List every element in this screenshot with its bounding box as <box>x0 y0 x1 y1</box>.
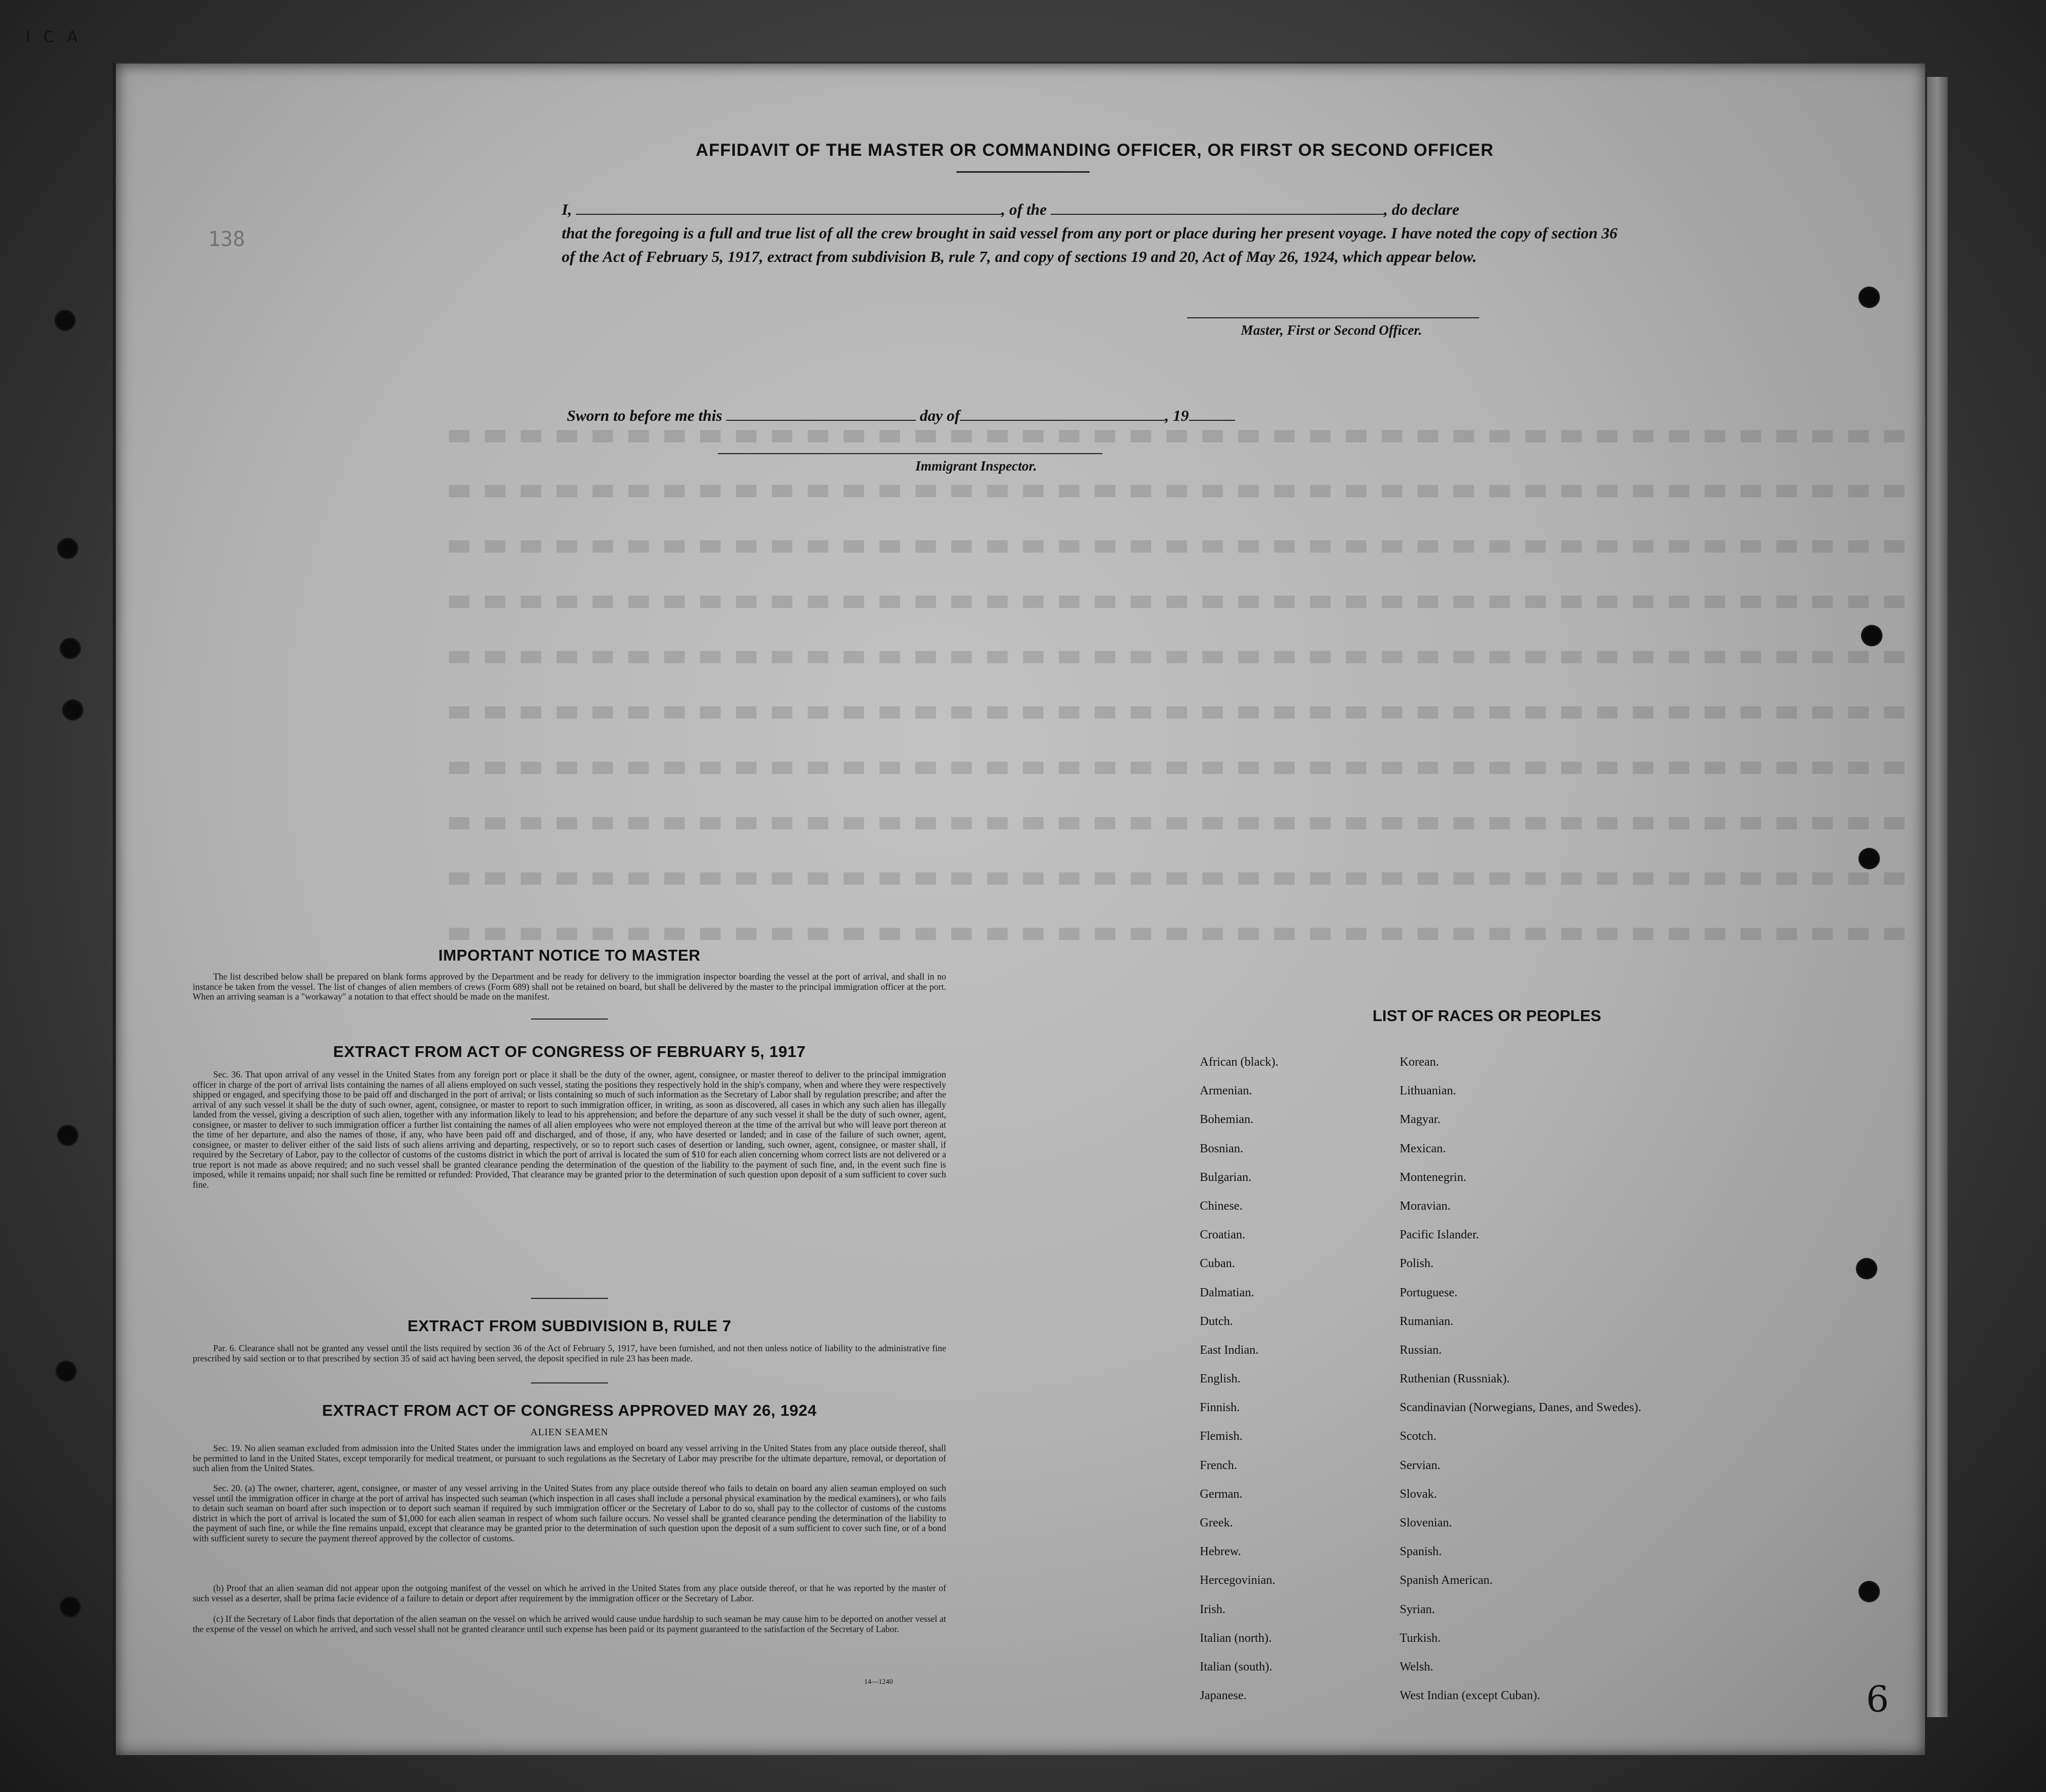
affidavit-title: AFFIDAVIT OF THE MASTER OR COMMANDING OFFICER, OR FIRST OR SECOND OFFICER <box>695 140 1494 160</box>
sworn-month-field[interactable] <box>960 404 1165 421</box>
race-item: Slovenian. <box>1400 1516 1452 1530</box>
master-caption: Master, First or Second Officer. <box>1241 322 1422 338</box>
sworn-date-field[interactable] <box>726 404 916 421</box>
sec-20-text: Sec. 20. (a) The owner, charterer, agent, consignee, or master of any vessel arriving in the United States from any place outside thereof who fails to detain on board any alien seaman employed on such vessel until the immigration officer in charge at the port of arrival has inspected such seaman (which inspection in all cases shall include a personal physical examination by the medical examiners), or who fails to detain such seaman on board after such inspection or to deport such seaman if required by such immigration officer or the Secretary of Labor to do so, shall pay to the collector of customs of the customs district in which the port of arrival is located the sum of $1,000 for each alien seaman in respect of whom such failure occurs. No vessel shall be granted clearance pending the determination of the liability to the payment of such fine, or while the fine remains unpaid, except that clearance may be granted prior to the determination of such question upon the deposit of a sum sufficient to cover such fine, or of a bond with sufficient surety to secure the payment thereof approved by the collector of customs. <box>193 1483 946 1543</box>
master-signature-line[interactable] <box>1187 317 1479 318</box>
notice-rule <box>531 1019 608 1020</box>
rule-7-rule <box>531 1382 608 1383</box>
race-item: Turkish. <box>1400 1631 1441 1645</box>
manifest-page <box>113 62 1925 1755</box>
race-item: Spanish. <box>1400 1545 1442 1559</box>
race-item: Scotch. <box>1400 1430 1437 1443</box>
extract-1917-title: EXTRACT FROM ACT OF CONGRESS OF FEBRUARY 5, 1917 <box>333 1043 806 1061</box>
race-item: Mexican. <box>1400 1142 1446 1155</box>
sworn-day: day of <box>919 406 960 424</box>
race-item: West Indian (except Cuban). <box>1400 1689 1540 1703</box>
race-item: Welsh. <box>1400 1660 1434 1674</box>
race-item: East Indian. <box>1200 1343 1259 1357</box>
binder-hole <box>55 1360 77 1382</box>
race-item: Slovak. <box>1400 1487 1437 1501</box>
race-item: Dutch. <box>1200 1314 1233 1328</box>
master-name-field[interactable] <box>576 198 1001 215</box>
sec-20c-text: (c) If the Secretary of Labor finds that deportation of the alien seaman on the vessel on which he arrived would cause undue hardship to such seaman he may cause him to be deported on another vessel at the expense of the vessel on which he arrived, and such vessel shall not be granted clearance until such expense has been paid or its payment guaranteed to the satisfaction of the Secretary of Labor. <box>193 1614 946 1634</box>
race-item: Bulgarian. <box>1200 1170 1252 1184</box>
race-item: Scandinavian (Norwegians, Danes, and Swedes). <box>1400 1401 1642 1415</box>
binder-hole <box>1858 1581 1880 1602</box>
binder-hole <box>1858 848 1880 869</box>
race-item: Polish. <box>1400 1257 1434 1271</box>
binder-hole <box>59 1596 81 1618</box>
races-left-column <box>1200 1055 1369 1718</box>
race-item: Spanish American. <box>1400 1574 1493 1587</box>
races-right-column <box>1400 1055 1646 1718</box>
race-item: Syrian. <box>1400 1602 1435 1616</box>
race-item: Servian. <box>1400 1458 1441 1472</box>
race-item: Lithuanian. <box>1400 1084 1456 1098</box>
sworn-year: , 19 <box>1165 406 1189 424</box>
binder-hole <box>1858 287 1880 308</box>
race-item: German. <box>1200 1487 1243 1501</box>
inspector-signature-line[interactable] <box>718 453 1102 454</box>
sworn-year-field[interactable] <box>1189 404 1235 421</box>
affidavit-title-rule <box>956 171 1090 173</box>
stamp-number: 138 <box>208 228 245 251</box>
race-item: Greek. <box>1200 1516 1233 1530</box>
binder-hole <box>59 638 81 659</box>
race-item: Magyar. <box>1400 1113 1441 1127</box>
binder-hole <box>1861 625 1883 646</box>
notice-text: The list described below shall be prepared on blank forms approved by the Department and be ready for delivery to the immigration inspector boarding the vessel at the port of arrival, and shall in no instance be taken from the vessel. The list of changes of alien members of crews (Form 689) shall not be retained on board, but shall be delivered by the master to the principal immigration officer at the port. When an arriving seaman is a "workaway" a notation to that effect should be made on the manifest. <box>193 971 946 1002</box>
inspector-caption: Immigrant Inspector. <box>915 458 1037 474</box>
margin-note-top-left: I C A <box>26 28 82 46</box>
race-item: Pacific Islander. <box>1400 1228 1479 1242</box>
race-item: Armenian. <box>1200 1084 1252 1098</box>
binder-hole <box>57 538 78 559</box>
race-item: Dalmatian. <box>1200 1286 1254 1299</box>
race-item: French. <box>1200 1458 1237 1472</box>
margin-note-bottom-right: 6 <box>1866 1678 1889 1720</box>
race-item: Russian. <box>1400 1343 1442 1357</box>
rule-7-text: Par. 6. Clearance shall not be granted any vessel until the lists required by section 36 of the Act of February 5, 1917, have been furnished, and not then unless notice of liability to the administrative fine prescribed by said section or to that prescribed by section 35 of said act having been served, the deposit specified in rule 23 has been made. <box>193 1343 946 1363</box>
bleed-through-row <box>449 430 1910 442</box>
bleed-through-row <box>449 817 1910 829</box>
race-item: English. <box>1200 1372 1241 1386</box>
bleed-through-row <box>449 762 1910 774</box>
race-item: Italian (south). <box>1200 1660 1273 1674</box>
extract-1924-title: EXTRACT FROM ACT OF CONGRESS APPROVED MAY 26, 1924 <box>322 1401 817 1419</box>
affidavit-declare: , do declare <box>1384 200 1460 218</box>
race-item: Korean. <box>1400 1055 1439 1069</box>
affidavit-body: that the foregoing is a full and true list of all the crew brought in said vessel from any port or place during her present voyage. I have noted the copy of section 36 of the Act of February 5, 1917, extract from subdivision B, rule 7, and copy of sections 19 and 20, Act of May 26, 1924, which appear below. <box>562 224 1618 266</box>
race-item: Finnish. <box>1200 1401 1240 1415</box>
vessel-name-field[interactable] <box>1051 198 1384 215</box>
race-item: Irish. <box>1200 1602 1225 1616</box>
race-item: Chinese. <box>1200 1199 1243 1213</box>
bleed-through-row <box>449 872 1910 885</box>
sec-20b-text: (b) Proof that an alien seaman did not appear upon the outgoing manifest of the vessel on which he arrived in the United States from any place outside thereof, or that he was reported by the master of such vessel as a deserter, shall be prima facie evidence of a failure to detain or deport after requirement by the immigration officer or the Secretary of Labor. <box>193 1583 946 1603</box>
affidavit-of-the: , of the <box>1001 200 1047 218</box>
binder-hole <box>62 699 84 721</box>
alien-seamen-subtitle: ALIEN SEAMEN <box>530 1427 608 1438</box>
race-item: Italian (north). <box>1200 1631 1272 1645</box>
race-item: African (black). <box>1200 1055 1279 1069</box>
binder-hole <box>1856 1258 1877 1279</box>
sworn-prefix: Sworn to before me this <box>567 406 723 424</box>
binder-hole <box>54 310 76 331</box>
race-item: Hebrew. <box>1200 1545 1241 1559</box>
bleed-through-row <box>449 540 1910 553</box>
sec-19-text: Sec. 19. No alien seaman excluded from admission into the United States under the immigration laws and employed on board any vessel arriving in the United States from any place outside thereof, shall be permitted to land in the United States, except temporarily for medical treatment, or pursuant to such regulations as the Secretary of Labor may prescribe for the ultimate departure, removal, or deportation of such alien from the United States. <box>193 1443 946 1473</box>
race-item: Moravian. <box>1400 1199 1451 1213</box>
race-item: Japanese. <box>1200 1689 1247 1703</box>
race-item: Bosnian. <box>1200 1142 1243 1155</box>
bleed-through-row <box>449 596 1910 608</box>
affidavit-i: I, <box>562 200 572 218</box>
form-number: 14—1240 <box>864 1678 893 1686</box>
race-item: Cuban. <box>1200 1257 1235 1271</box>
affidavit-text <box>562 198 1628 269</box>
race-item: Portuguese. <box>1400 1286 1458 1299</box>
rule-7-title: EXTRACT FROM SUBDIVISION B, RULE 7 <box>407 1317 731 1335</box>
sworn-line <box>567 404 1235 425</box>
bleed-through-row <box>449 651 1910 663</box>
race-item: Rumanian. <box>1400 1314 1454 1328</box>
race-item: Bohemian. <box>1200 1113 1254 1127</box>
bleed-through-row <box>449 928 1910 940</box>
extract-1917-text: Sec. 36. That upon arrival of any vessel in the United States from any foreign port or place it shall be the duty of the owner, agent, consignee, or master thereof to deliver to the principal immigration officer in charge of the port of arrival lists containing the names of all aliens employed on such vessel, stating the positions they respectively hold in the ship's company, when and where they were respectively shipped or engaged, and specifying those to be paid off and discharged in the port of arrival; or lists containing so much of such information as the Secretary of Labor shall by regulation prescribe; and after the arrival of any such vessel it shall be the duty of such owner, agent, consignee, or master to report to such immigration officer, in writing, as soon as discovered, all cases in which any such alien has illegally landed from the vessel, giving a description of such alien, together with any information likely to lead to his apprehension; and before the departure of any such vessel it shall be the duty of such owner, agent, consignee, or master to deliver to such immigration officer a further list containing the names of all alien employees who were not employed thereon at the time of the arrival but who will leave port thereon at the time of her departure, and also the names of those, if any, who have been paid off and discharged, and of those, if any, who have deserted or landed; and in case of the failure of such owner, agent, consignee, or master to deliver either of the said lists of such aliens arriving and departing, respectively, or so to report such cases of desertion or landing, such owner, agent, consignee, or master shall, if required by the Secretary of Labor, pay to the collector of customs of the customs district in which the port of arrival is located the sum of $10 for each alien concerning whom correct lists are not delivered or a true report is not made as above required; and no such vessel shall be granted clearance pending the determination of the question of the liability to the payment of such fine, and, in the event such fine is imposed, while it remains unpaid; nor shall such fine be remitted or refunded: Provided, That clearance may be granted prior to the determination of such question upon deposit of a sum sufficient to cover such fine. <box>193 1069 946 1190</box>
race-item: Ruthenian (Russniak). <box>1400 1372 1510 1386</box>
notice-title: IMPORTANT NOTICE TO MASTER <box>438 946 701 964</box>
races-title: LIST OF RACES OR PEOPLES <box>1372 1007 1602 1025</box>
extract-1917-rule <box>531 1298 608 1299</box>
race-item: Flemish. <box>1200 1430 1243 1443</box>
race-item: Croatian. <box>1200 1228 1245 1242</box>
binder-hole <box>57 1125 78 1146</box>
race-item: Montenegrin. <box>1400 1170 1466 1184</box>
page-edge <box>1927 77 1948 1717</box>
bleed-through-row <box>449 706 1910 719</box>
affidavit-line-1 <box>562 198 1628 221</box>
race-item: Hercegovinian. <box>1200 1574 1276 1587</box>
bleed-through-row <box>449 485 1910 497</box>
